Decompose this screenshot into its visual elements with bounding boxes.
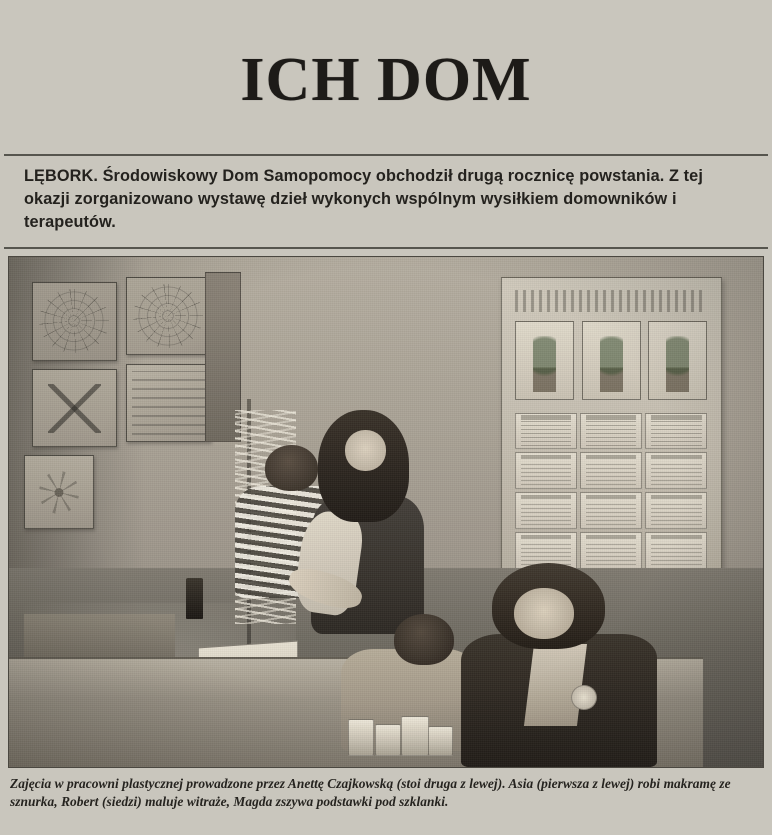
poster-cell [580, 492, 642, 529]
lead-place: LĘBORK. [24, 167, 98, 186]
poster-cell [515, 413, 577, 450]
poster-cell [515, 452, 577, 489]
therapist-face [345, 430, 386, 471]
poster-cell [645, 413, 707, 450]
artwork-rune [32, 369, 117, 448]
paint-jar [428, 726, 453, 756]
paint-jar [348, 719, 374, 757]
poster-picture [648, 321, 707, 401]
poster-cell [580, 413, 642, 450]
article-photo [8, 256, 764, 768]
divider-middle [4, 247, 768, 249]
poster-cell [645, 492, 707, 529]
lead-paragraph [24, 165, 750, 234]
artwork-abstract [126, 364, 211, 443]
photo-scene [9, 257, 763, 767]
wall-poster-board [501, 277, 722, 585]
artwork-flower [24, 455, 94, 528]
seated-woman-face [514, 588, 574, 639]
person-striped-shirt-head [265, 445, 318, 491]
seated-woman-lapel [524, 644, 587, 726]
poster-header [515, 290, 707, 311]
bottle-on-table [186, 578, 203, 619]
poster-calendar-grid [515, 413, 707, 569]
poster-cell [580, 452, 642, 489]
photo-caption: Zajęcia w pracowni plastycznej prowadzone przez Anettę Czajkowską (stoi druga z lewej). Asia (pierwsza z lewej) robi makramę ze sznurka, Robert (siedzi) maluje witraże, Magda zszywa podstawki pod szklanki. [10, 775, 731, 810]
artwork-spiderweb-2 [126, 277, 211, 356]
divider-top [4, 154, 768, 156]
poster-picture [582, 321, 641, 401]
lead-text: Środowiskowy Dom Samopomocy obchodził drugą rocznicę powstania. Z tej okazji zorganizowano wystawę dzieł wykonych wspólnym wysiłkiem domowników i terapeutów. [24, 167, 703, 232]
seated-woman-brooch [571, 685, 597, 710]
poster-cell [645, 532, 707, 569]
poster-picture [515, 321, 574, 401]
seated-boy-head [394, 614, 454, 665]
poster-cell [645, 452, 707, 489]
page-title: ICH DOM [240, 45, 532, 114]
artwork-spiderweb-1 [32, 282, 117, 361]
newspaper-page [0, 42, 772, 835]
paint-jar [401, 716, 429, 756]
paint-jar [375, 724, 401, 757]
poster-cell [515, 492, 577, 529]
poster-pictures [515, 321, 707, 401]
poster-cell [580, 532, 642, 569]
